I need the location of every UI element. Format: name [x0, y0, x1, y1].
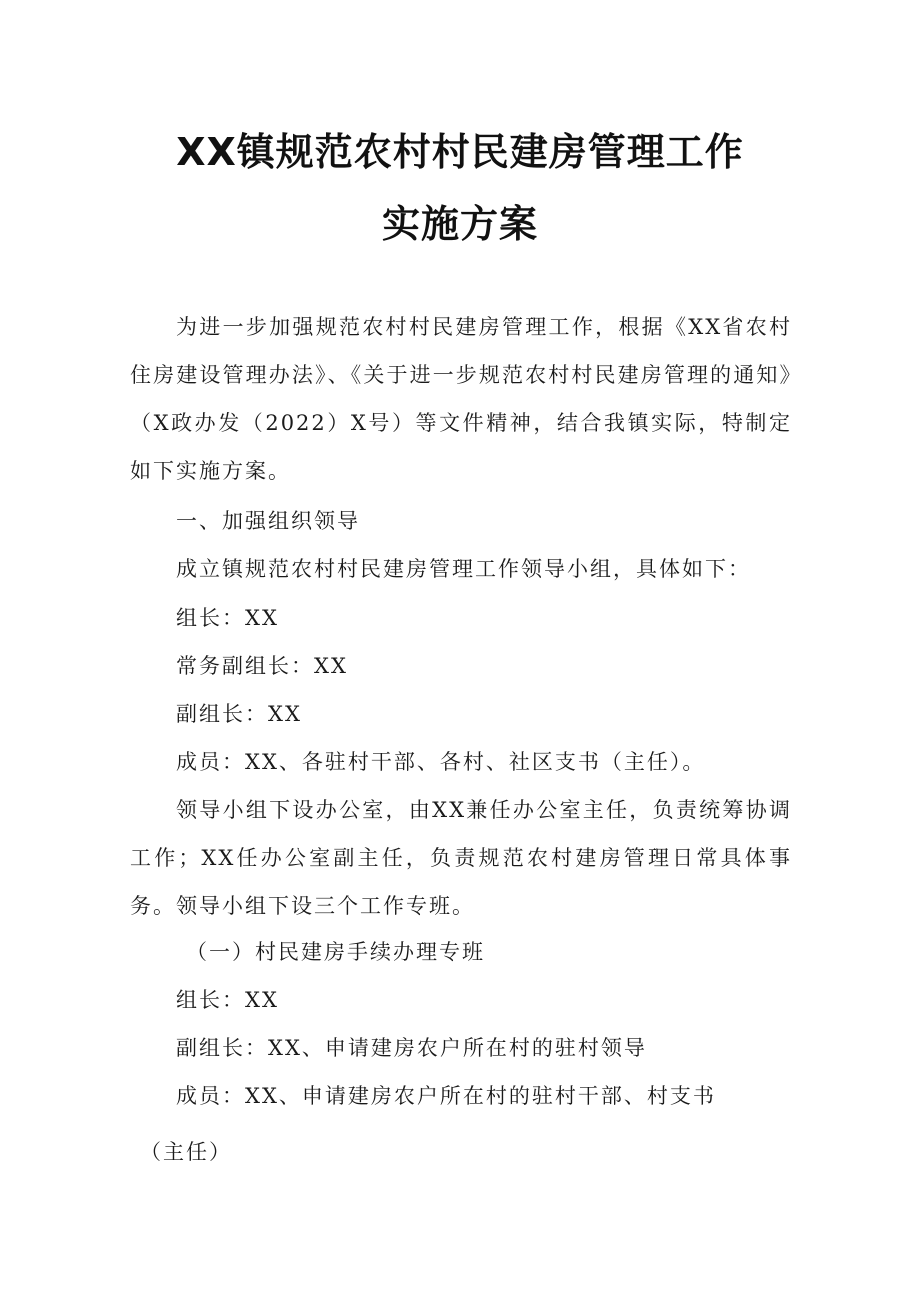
- sub1-deputy-line: 副组长：XX、申请建房农户所在村的驻村领导: [176, 1036, 647, 1060]
- document-title-line1: XX镇规范农村村民建房管理工作: [176, 130, 744, 174]
- sub1-leader-line: 组长：XX: [176, 988, 279, 1012]
- section1-intro: 成立镇规范农村村民建房管理工作领导小组，具体如下：: [176, 557, 751, 581]
- leader-line: 组长：XX: [176, 606, 279, 630]
- document-title-line2: 实施方案: [381, 202, 538, 246]
- sub1-members-line: 成员：XX、申请建房农户所在村的驻村干部、村支书: [176, 1084, 716, 1108]
- deputy-line: 副组长：XX: [176, 702, 302, 726]
- sub1-members-continuation: （主任）: [140, 1140, 232, 1164]
- members-line: 成员：XX、各驻村干部、各村、社区支书（主任）。: [176, 750, 706, 774]
- office-paragraph: 领导小组下设办公室，由XX兼任办公室主任，负责统筹协调工作；XX任办公室副主任，负责规范农村建房管理日常具体事务。领导小组下设三个工作专班。: [130, 798, 792, 918]
- section1-heading: 一、加强组织领导: [176, 509, 360, 533]
- intro-paragraph: 为进一步加强规范农村村民建房管理工作，根据《XX省农村住房建设管理办法》、《关于进一步规范农村村民建房管理的通知》（X政办发（2022）X号）等文件精神，结合我镇实际，特制定如下实施方案。: [130, 315, 792, 483]
- sub1-heading: （一）村民建房手续办理专班: [186, 940, 485, 964]
- exec-deputy-line: 常务副组长：XX: [176, 654, 348, 678]
